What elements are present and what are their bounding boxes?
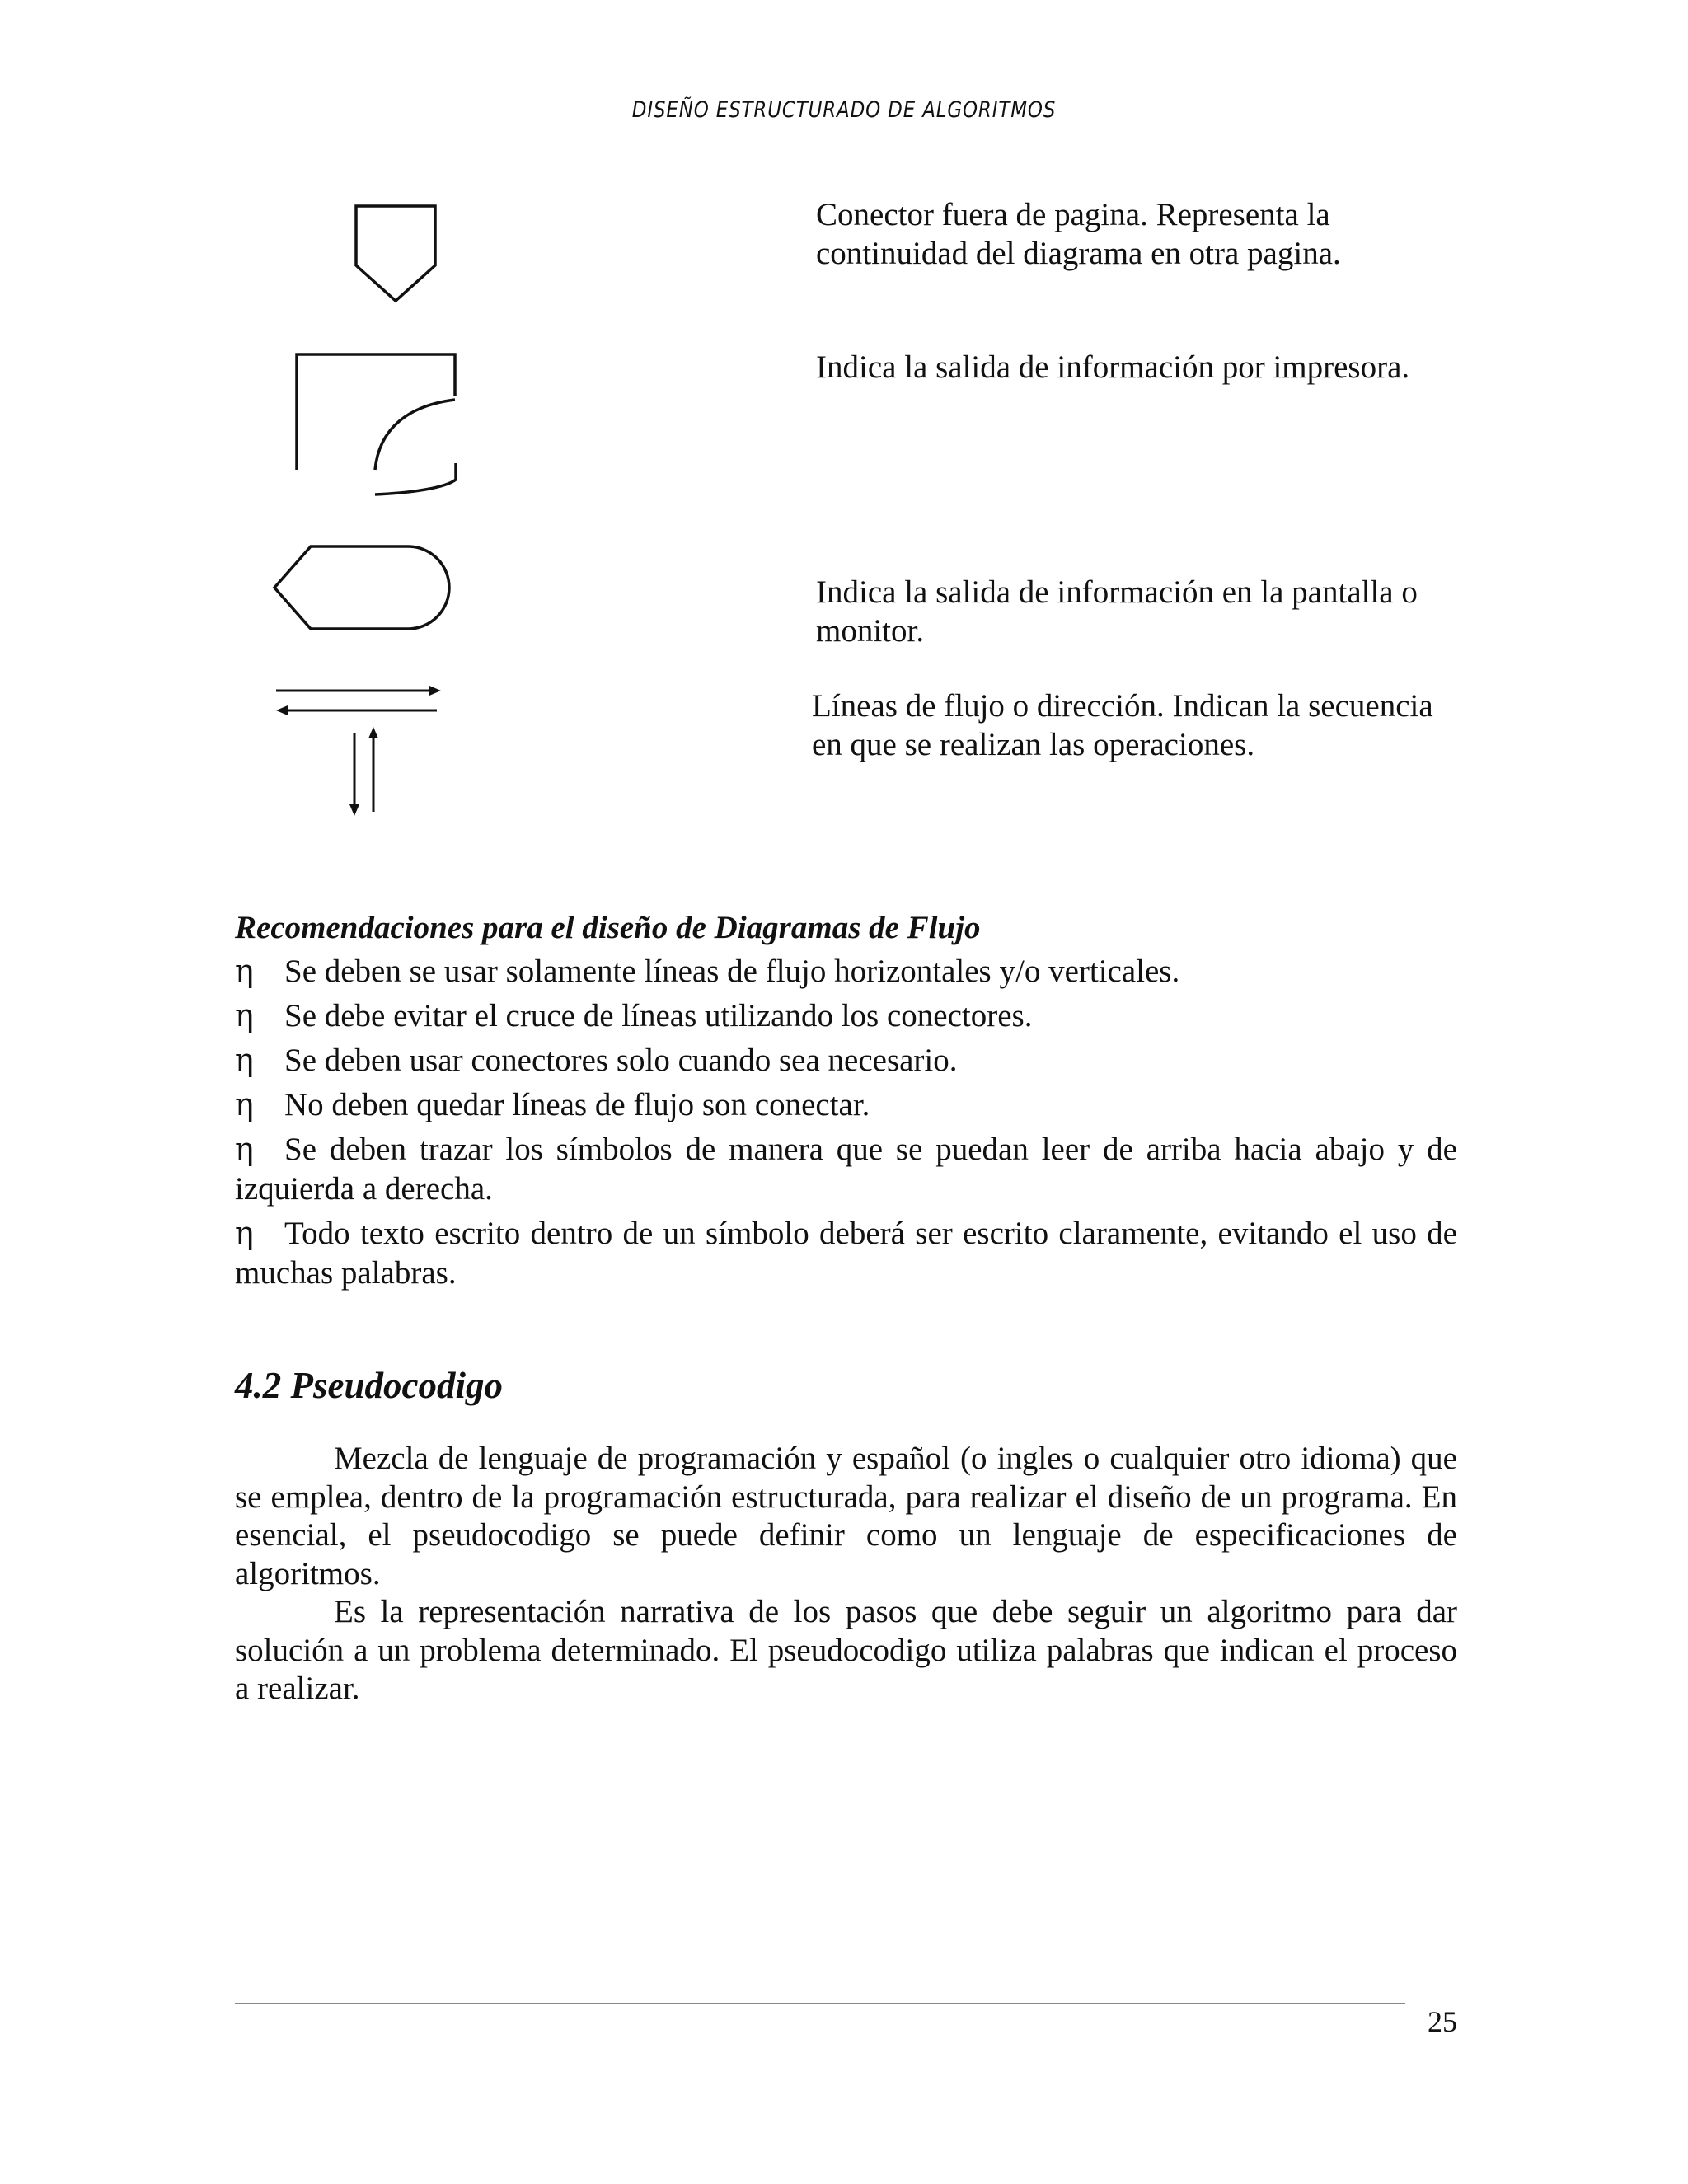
section-heading: 4.2 Pseudocodigo	[235, 1365, 503, 1406]
flow-lines-icon	[268, 676, 449, 824]
list-item: η Se deben usar conectores solo cuando sea necesario.	[235, 1042, 958, 1078]
printer-output-icon	[288, 346, 470, 511]
list-item: η Se debe evitar el cruce de líneas utilizando los conectores.	[235, 997, 1033, 1033]
paragraph: Mezcla de lenguaje de programación y español (o ingles o cualquier otro idioma) que se emplea, dentro de la programación estructurada, para realizar el diseño de un programa. En esencial, el pseudocodigo se puede definir como un lenguaje de especificaciones de algoritmos.	[235, 1441, 1457, 1591]
page-number: 25	[1428, 2005, 1457, 2038]
footer-divider	[235, 2003, 1405, 2004]
bullet-icon: η	[235, 953, 254, 989]
recommendations-title: Recomendaciones para el diseño de Diagramas de Flujo	[235, 910, 981, 945]
bullet-icon: η	[235, 1215, 254, 1251]
flow-lines-description: Líneas de flujo o dirección. Indican la secuencia en que se realizan las operaciones.	[812, 688, 1433, 762]
off-page-connector-description: Conector fuera de pagina. Representa la continuidad del diagrama en otra pagina.	[816, 197, 1341, 271]
list-item: η No deben quedar líneas de flujo son conectar.	[235, 1086, 870, 1122]
printer-output-description: Indica la salida de información por impresora.	[816, 349, 1410, 385]
list-item: η Se deben se usar solamente líneas de flujo horizontales y/o verticales.	[235, 953, 1180, 989]
display-output-icon	[268, 540, 466, 635]
paragraph: Es la representación narrativa de los pasos que debe seguir un algoritmo para dar solución a un problema determinado. El pseudocodigo utiliza palabras que indican el proceso a realizar.	[235, 1594, 1457, 1706]
list-item: η Todo texto escrito dentro de un símbolo deberá ser escrito claramente, evitando el uso de muchas palabras.	[235, 1215, 1457, 1291]
recommendations-list	[235, 951, 1457, 1297]
bullet-icon: η	[235, 1131, 254, 1167]
off-page-connector-icon	[346, 198, 445, 305]
bullet-icon: η	[235, 997, 254, 1033]
list-item: η Se deben trazar los símbolos de manera que se puedan leer de arriba hacia abajo y de izquierda a derecha.	[235, 1131, 1457, 1207]
bullet-icon: η	[235, 1042, 254, 1078]
display-output-description: Indica la salida de información en la pantalla o monitor.	[816, 574, 1418, 649]
running-header: DISEÑO ESTRUCTURADO DE ALGORITMOS	[631, 97, 1057, 123]
bullet-icon: η	[235, 1086, 254, 1122]
